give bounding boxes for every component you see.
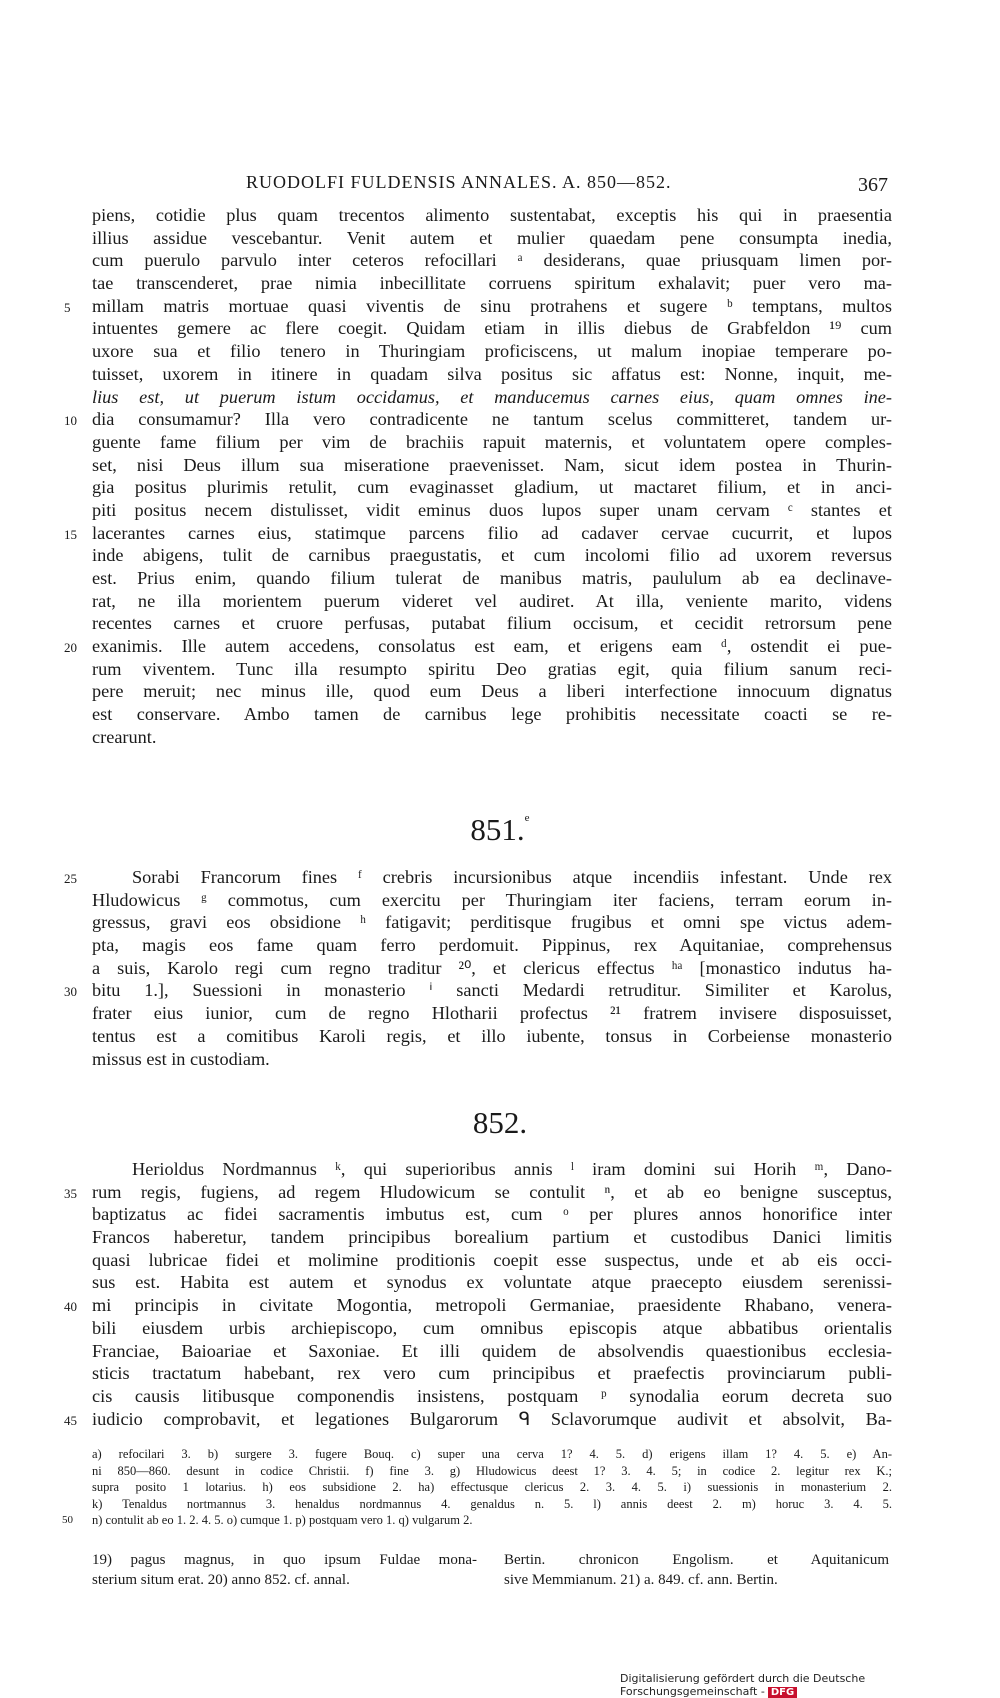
page-number: 367 [858, 174, 888, 196]
variant-line: a) refocilari 3. b) surgere 3. fugere Bouq. c) super una cerva 1? 4. 5. d) erigens illam 1? 4. 5. e) An- [92, 1447, 892, 1461]
variant-line: ni 850—860. desunt in codice Christii. f) fine 3. g) Hludowicus deest 1? 3. 4. 5; in codice 2. legitur rex K.; [92, 1463, 892, 1478]
line-number: 25 [64, 871, 77, 886]
text-line: missus est in custodiam. [92, 1048, 270, 1069]
text-line: recentes carnes et cruore perfusas, putabat filium occisum, et cecidit retrorsum pene [92, 613, 892, 634]
paragraph-852 [64, 1158, 892, 1430]
text-line: Herioldus Nordmannus ᵏ, qui superioribus annis ˡ iram domini sui Horih ᵐ, Dano- [132, 1159, 892, 1179]
text-line: piti positus necem distulisset, vidit eminus duos lupos super unam cervam ᶜ stantes et [92, 499, 892, 520]
note-line: 19) pagus magnus, in quo ipsum Fuldae mona- [92, 1552, 477, 1568]
text-line: crearunt. [92, 726, 157, 747]
text-line: tuisset, uxorem in itinere in quadam silva positus sic affatus est: Nonne, inquit, me- [92, 363, 892, 384]
text-line: intuentes gemere ac flere coegit. Quidam etiam in illis diebus de Grabfeldon ¹⁹ cum [92, 318, 892, 339]
text-line: cis causis litibusque componendis insistens, postquam ᵖ synodalia eorum decreta suo [92, 1385, 892, 1406]
variant-line: k) Tenaldus nortmannus 3. henaldus nordmannus 4. genaldus n. 5. l) annis deest 2. m) horuc 3. 4. 5. [92, 1496, 892, 1511]
paragraph-850 [64, 204, 892, 749]
line-number: 35 [64, 1185, 77, 1201]
text-line: est conservare. Ambo tamen de carnibus lege prohibitis necessitate coacti se re- [92, 704, 892, 725]
running-header [90, 172, 890, 202]
note-line: sterium situm erat. 20) anno 852. cf. annal. [92, 1571, 350, 1588]
text-line: gressus, gravi eos obsidione ʰ fatigavit; perditisque frugibus et omni spe victus adem- [92, 912, 892, 933]
text-line: lius est, ut puerum istum occidamus, et manducemus carnes eius, quam omnes ine- [92, 386, 892, 407]
paragraph-851 [64, 866, 892, 1070]
text-line: 40 mi principis in civitate Mogontia, metropoli Germaniae, praesidente Rhabano, venera- [92, 1294, 892, 1317]
text-line: frater eius iunior, cum de regno Hlotharii profectus ²¹ fratrem invisere disposuisset, [92, 1003, 892, 1024]
text-line: baptizatus ac fidei sacramentis imbutus est, cum ᵒ per plures annos honorifice inter [92, 1204, 892, 1225]
text-line: 15 lacerantes carnes eius, statimque parcens filio ad cadaver cervae cucurrit, et lupos [92, 522, 892, 545]
text-line: piens, cotidie plus quam trecentos alimento sustentabat, exceptis his qui in praesentia [92, 205, 892, 225]
digitization-credit [620, 1672, 1000, 1698]
text-line: inde abigens, tulit de carnibus praegustatis, et cum incolomi filio ad uxorem reversus [92, 545, 892, 566]
text-line: Francos haberetur, tandem principibus borealium partium et custodibus Danici limitis [92, 1227, 892, 1248]
text-line: 45 iudicio comprobavit, et legationes Bulgarorum ᑫ Sclavorumque audivit et absolvit, Ba- [92, 1408, 892, 1431]
text-line: set, nisi Deus illum sua miseratione praevenisset. Nam, sicut idem postea in Thurin- [92, 454, 892, 475]
text-line: illius assidue vescebantur. Venit autem et mulier quaedam pene consumpta inedia, [92, 227, 892, 248]
footnote-mark: e [524, 812, 530, 824]
text-line: bili eiusdem urbis archiepiscopo, cum omnibus episcopis atque abbatibus orientalis [92, 1317, 892, 1338]
variant-apparatus [62, 1446, 892, 1529]
text-line: 35 rum regis, fugiens, ad regem Hludowicum se contulit ⁿ, et ab eo benigne susceptus, [92, 1181, 892, 1204]
text-line: Franciae, Baioariae et Saxoniae. Et illi quidem de absolvendis quaestionibus ecclesia- [92, 1340, 892, 1361]
text-line: Hludowicus ᵍ commotus, cum exercitu per Thuringiam iter faciens, terram eorum in- [92, 889, 892, 910]
text-line: 5 millam matris mortuae quasi viventis de sinu protrahens et sugere ᵇ temptans, multos [92, 295, 892, 318]
text-line: rat, ne illa morientem puerum videret vel audiret. At illa, veniente marito, videns [92, 590, 892, 611]
text-line: quasi lubricae fidei et molimine proditionis coepit esse suspectus, unde et ab eis occi- [92, 1249, 892, 1270]
line-number: 30 [64, 984, 77, 1000]
text-line: sus est. Habita est autem et synodus ex voluntate atque praecepto eiusdem serenissi- [92, 1272, 892, 1293]
running-title: RUODOLFI FULDENSIS ANNALES. A. 850—852. [246, 172, 672, 192]
variant-line: supra posito 1 lotarius. h) eos subsidione 2. ha) effectusque clericus 2. 3. 4. 5. i) suessionis in monasterium 2. [92, 1480, 892, 1495]
text-line: pta, magis eos fame quam ferro perdomuit. Pippinus, rex Aquitaniae, comprehensus [92, 935, 892, 956]
line-number: 50 [62, 1514, 73, 1527]
year-label: 851. [470, 812, 525, 847]
text-line: est. Prius enim, quando filium tulerat de manibus matris, paululum ab ea declinave- [92, 568, 892, 588]
year-heading-851 [0, 812, 1000, 848]
text-line: tae transcenderet, prae nimia inbecillitate corruens spiritum exhalavit; puer vero ma- [92, 273, 892, 294]
notes-left-column [92, 1551, 477, 1590]
text-line: 10 dia consumamur? Illa vero contradicente ne tantum scelus committeret, tandem ur- [92, 408, 892, 431]
line-number: 20 [64, 640, 77, 656]
note-line: Bertin. chronicon Engolism. et Aquitanicum [504, 1552, 889, 1568]
variant-line: 50 n) contulit ab eo 1. 2. 4. 5. o) cumque 1. p) postquam vero 1. q) vulgarum 2. [62, 1513, 473, 1528]
credit-text: Digitalisierung gefördert durch die Deutsche Forschungsgemeinschaft - [620, 1672, 866, 1698]
text-line: pere meruit; nec minus ille, quod eum Deus a liberi interfectione innocuum dignatus [92, 681, 892, 702]
text-line: rum viventem. Tunc illa resumpto spiritu Deo gratias egit, quia filium sanum reci- [92, 658, 892, 679]
line-number: 5 [64, 299, 71, 315]
line-number: 10 [64, 413, 77, 429]
text-line: uxore sua et filio tenero in Thuringiam proficiscens, ut malum inopiae temperare po- [92, 341, 892, 362]
text-line: tentus est a comitibus Karoli regis, et illo iubente, tonsus in Corbeiense monasterio [92, 1025, 892, 1046]
text-line: a suis, Karolo regi cum regno traditur ²⁰, et clericus effectus ʰᵃ [monastico indutus ha- [92, 957, 892, 978]
text-line: 30 bitu 1.], Suessioni in monasterio ⁱ sancti Medardi retruditur. Similiter et Karolus, [92, 979, 892, 1002]
note-line: sive Memmianum. 21) a. 849. cf. ann. Bertin. [504, 1571, 778, 1588]
line-number: 40 [64, 1299, 77, 1315]
dfg-logo: DFG [768, 1687, 797, 1698]
line-number: 45 [64, 1412, 77, 1428]
text-line: guente fame filium per vim de brachiis rapuit maternis, et voluntatem opere comples- [92, 431, 892, 452]
notes-right-column [504, 1551, 889, 1590]
text-line: 25 Sorabi Francorum fines ᶠ crebris incursionibus atque incendiis infestant. Unde rex [92, 866, 892, 889]
year-label: 852. [472, 1105, 528, 1140]
text-line: sticis tractatum habebant, rex vero cum principibus et praefectis provinciarum publi- [92, 1363, 892, 1384]
year-heading-852 [0, 1105, 1000, 1141]
text-line: gia positus plurimis retulit, cum evaginasset gladium, ut mactaret filium, et in anci- [92, 477, 892, 498]
text-line: 20 exanimis. Ille autem accedens, consolatus est eam, et erigens eam ᵈ, ostendit ei pue- [92, 635, 892, 658]
text-line: cum puerulo parvulo inter ceteros refocillari ᵃ desiderans, quae priusquam limen por- [92, 250, 892, 271]
line-number: 15 [64, 526, 77, 542]
